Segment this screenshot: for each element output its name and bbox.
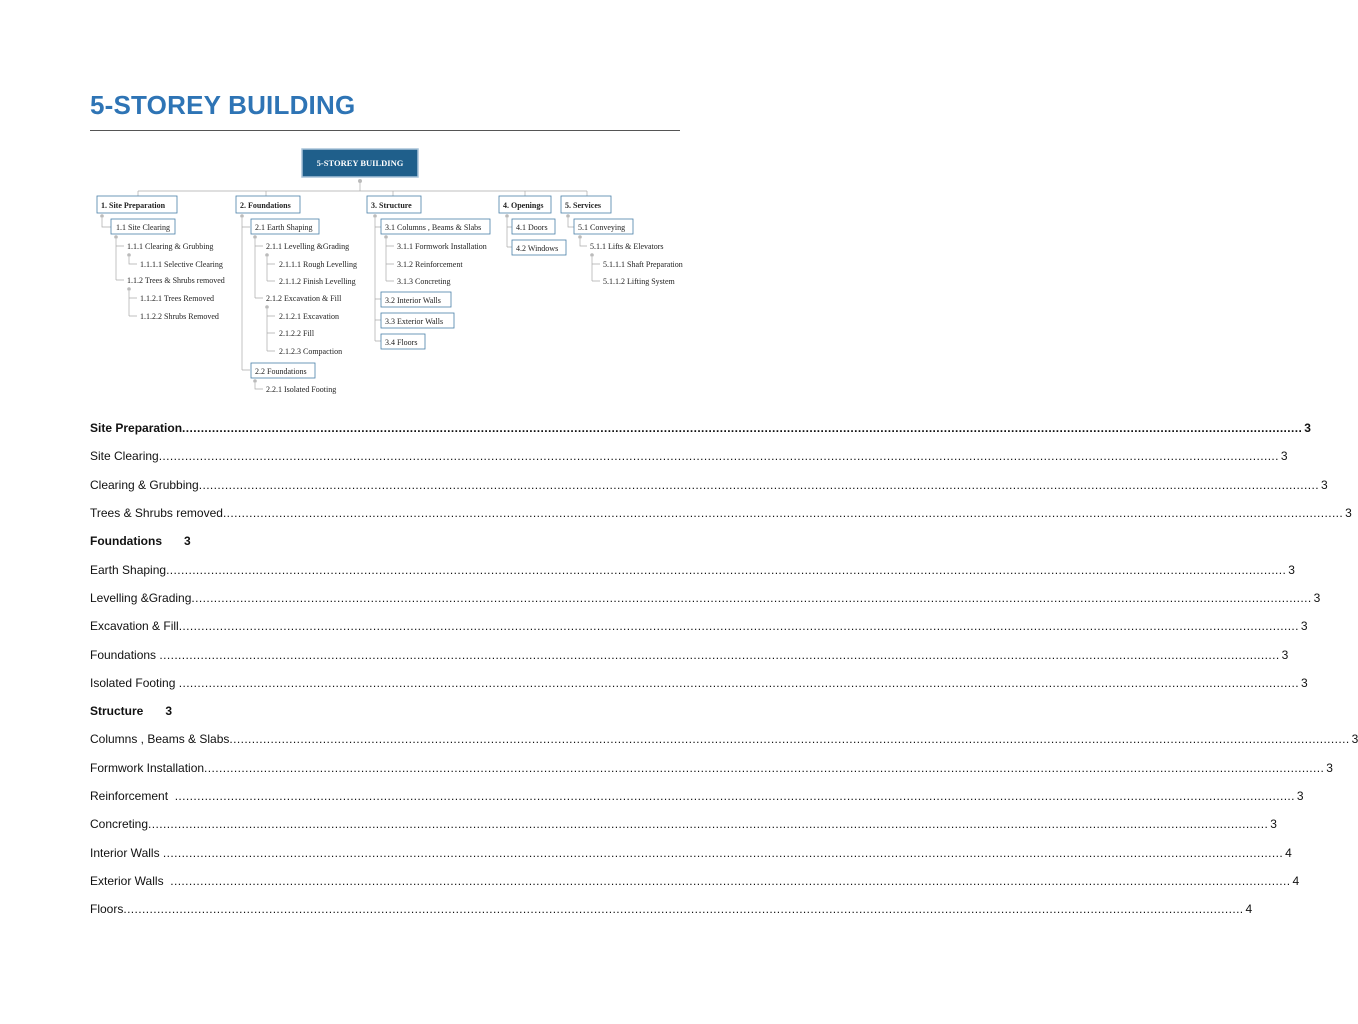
wbs-connector: [507, 218, 512, 247]
toc-entry-label: Trees & Shrubs removed: [90, 506, 223, 521]
wbs-connector-dot: [505, 214, 509, 218]
wbs-connector: [267, 257, 275, 281]
wbs-connector: [102, 218, 111, 227]
wbs-connector: [138, 183, 587, 196]
toc-entry[interactable]: [90, 471, 1328, 499]
wbs-compaction: 2.1.2.3 Compaction: [279, 347, 343, 356]
toc-entry[interactable]: [90, 584, 1321, 612]
wbs-trees-removed: 1.1.2.1 Trees Removed: [140, 294, 214, 303]
toc-page-number: 3: [1296, 789, 1304, 803]
wbs-excavation: 2.1.2.1 Excavation: [279, 312, 339, 321]
wbs-selective-clearing: 1.1.1.1 Selective Clearing: [140, 260, 223, 269]
wbs-foundations-22: 2.2 Foundations: [255, 367, 307, 376]
toc-dot-leader: ............................................................................................................................................................................................................................................................................................................: [162, 845, 1284, 860]
wbs-connector-dot: [384, 235, 388, 239]
wbs-label-structure: 3. Structure: [371, 201, 412, 210]
table-of-contents: [90, 414, 1358, 923]
toc-page-number: 3: [1300, 619, 1308, 634]
wbs-concreting: 3.1.3 Concreting: [397, 277, 451, 286]
wbs-diagram: [0, 0, 768, 420]
toc-page-number: 3: [1270, 817, 1277, 832]
toc-dot-leader: ............................................................................................................................................................................................................................................................................................................: [123, 902, 1244, 917]
wbs-reinforcement: 3.1.2 Reinforcement: [397, 260, 463, 269]
toc-dot-leader: ............................................................................................................................................................................................................................................................................................................: [178, 619, 1299, 634]
toc-entry[interactable]: [90, 640, 1289, 668]
wbs-connector-dot: [590, 253, 594, 257]
wbs-clearing-grubbing: 1.1.1 Clearing & Grubbing: [127, 242, 214, 251]
toc-entry-label: Interior Walls: [90, 845, 163, 860]
toc-page-number: 3: [184, 534, 191, 549]
wbs-finish-levelling: 2.1.1.2 Finish Levelling: [279, 277, 356, 286]
toc-entry-label: Exterior Walls: [90, 873, 171, 888]
toc-page-number: 4: [1292, 873, 1300, 888]
wbs-connector-dot: [373, 214, 377, 218]
toc-dot-leader: ............................................................................................................................................................................................................................................................................................................: [191, 590, 1312, 605]
wbs-connector-dot: [240, 214, 244, 218]
toc-page-number: 3: [1304, 421, 1311, 436]
toc-entry[interactable]: [90, 782, 1304, 810]
wbs-connector-dot: [127, 287, 131, 291]
toc-page-number: 4: [1285, 845, 1292, 860]
toc-entry-label: Floors: [90, 902, 124, 917]
wbs-connector: [129, 257, 137, 264]
wbs-formwork: 3.1.1 Formwork Installation: [397, 242, 487, 251]
wbs-root-label: 5-STOREY BUILDING: [316, 158, 404, 168]
wbs-shrubs-removed: 1.1.2.2 Shrubs Removed: [140, 312, 219, 321]
wbs-connector-dot: [253, 235, 257, 239]
wbs-doors: 4.1 Doors: [516, 223, 548, 232]
wbs-site-clearing: 1.1 Site Clearing: [116, 223, 170, 232]
wbs-rough-levelling: 2.1.1.1 Rough Levelling: [279, 260, 357, 269]
toc-dot-leader: ............................................................................................................................................................................................................................................................................................................: [170, 873, 1291, 888]
wbs-connector-dot: [100, 214, 104, 218]
wbs-connector-dot: [265, 253, 269, 257]
toc-entry-label: Isolated Footing: [90, 675, 179, 690]
toc-page-number: 3: [1351, 732, 1358, 747]
toc-entry[interactable]: [90, 414, 1311, 442]
toc-entry[interactable]: [90, 442, 1288, 470]
wbs-connector-dot: [253, 379, 257, 383]
toc-page-number: 3: [1326, 760, 1333, 775]
toc-dot-leader: ............................................................................................................................................................................................................................................................................................................: [159, 647, 1280, 662]
wbs-windows: 4.2 Windows: [516, 244, 559, 253]
toc-entry[interactable]: [90, 527, 680, 555]
wbs-label-foundations: 2. Foundations: [240, 201, 291, 210]
toc-entry-label: Earth Shaping: [90, 562, 167, 577]
wbs-connector: [129, 291, 137, 316]
toc-dot-leader: ............................................................................................................................................................................................................................................................................................................: [158, 449, 1279, 464]
wbs-connector-dot: [127, 253, 131, 257]
toc-entry-label: Foundations: [90, 647, 160, 662]
wbs-earth-shaping: 2.1 Earth Shaping: [255, 223, 313, 232]
toc-page-number: 3: [1320, 477, 1328, 492]
toc-page-number: 4: [1245, 902, 1253, 917]
toc-entry[interactable]: [90, 867, 1300, 895]
toc-entry[interactable]: [90, 697, 680, 725]
toc-dot-leader: ............................................................................................................................................................................................................................................................................................................: [148, 817, 1269, 832]
wbs-connector: [580, 239, 587, 246]
toc-entry-label: Site Clearing: [90, 449, 159, 464]
toc-entry-label: Clearing & Grubbing: [90, 477, 199, 492]
wbs-conveying: 5.1 Conveying: [578, 223, 626, 232]
toc-entry-label: Columns , Beams & Slabs: [90, 732, 230, 747]
wbs-interior-walls: 3.2 Interior Walls: [385, 296, 441, 305]
toc-entry[interactable]: [90, 725, 1358, 753]
wbs-connector: [592, 257, 600, 281]
wbs-levelling-grading: 2.1.1 Levelling &Grading: [266, 242, 350, 251]
toc-dot-leader: ............................................................................................................................................................................................................................................................................................................: [166, 562, 1287, 577]
wbs-lifting: 5.1.1.2 Lifting System: [603, 277, 675, 286]
toc-dot-leader: ............................................................................................................................................................................................................................................................................................................: [204, 760, 1325, 775]
toc-entry[interactable]: [90, 895, 1253, 923]
wbs-connector-dot: [578, 235, 582, 239]
wbs-connector: [267, 309, 275, 351]
toc-page-number: 3: [1280, 449, 1288, 464]
toc-entry-label: Foundations: [90, 534, 162, 549]
wbs-floors: 3.4 Floors: [385, 338, 418, 347]
wbs-connector: [255, 383, 263, 389]
toc-page-number: 3: [1288, 562, 1295, 577]
toc-dot-leader: ............................................................................................................................................................................................................................................................................................................: [198, 477, 1319, 492]
toc-entry-label: Excavation & Fill: [90, 619, 179, 634]
toc-entry-label: Concreting: [90, 817, 149, 832]
toc-page-number: 3: [1313, 590, 1321, 605]
wbs-exterior-walls: 3.3 Exterior Walls: [385, 317, 444, 326]
wbs-trees-shrubs: 1.1.2 Trees & Shrubs removed: [127, 276, 225, 285]
wbs-connector: [242, 218, 250, 370]
toc-dot-leader: ............................................................................................................................................................................................................................................................................................................: [182, 421, 1303, 436]
toc-entry-label: Structure: [90, 704, 144, 719]
toc-entry[interactable]: [90, 499, 1352, 527]
wbs-fill: 2.1.2.2 Fill: [279, 329, 315, 338]
wbs-connector: [568, 218, 574, 227]
toc-entry[interactable]: [90, 838, 1292, 866]
wbs-connector-dot: [265, 305, 269, 309]
toc-entry-label: Formwork Installation: [90, 760, 205, 775]
toc-entry[interactable]: [90, 669, 1308, 697]
toc-entry-label: Reinforcement: [90, 789, 175, 803]
toc-page-number: 3: [165, 704, 173, 719]
toc-page-number: 3: [1281, 647, 1289, 662]
toc-entry[interactable]: [90, 810, 1277, 838]
toc-entry[interactable]: [90, 754, 1333, 782]
wbs-connector: [375, 218, 381, 341]
wbs-connector-dot: [566, 214, 570, 218]
wbs-connector-dot: [358, 179, 362, 183]
toc-dot-leader: ............................................................................................................................................................................................................................................................................................................: [174, 789, 1295, 803]
toc-entry-label: Levelling &Grading: [90, 590, 192, 605]
wbs-label-openings: 4. Openings: [503, 201, 544, 210]
wbs-lifts: 5.1.1 Lifts & Elevators: [590, 242, 664, 251]
wbs-connector: [255, 239, 263, 298]
toc-page-number: 3: [1300, 675, 1308, 690]
wbs-label-services: 5. Services: [565, 201, 601, 210]
wbs-shaft: 5.1.1.1 Shaft Preparation: [603, 260, 683, 269]
toc-entry-label: Site Preparation: [90, 421, 183, 436]
wbs-connector: [386, 239, 394, 281]
toc-dot-leader: ............................................................................................................................................................................................................................................................................................................: [222, 506, 1344, 521]
page-title: 5-STOREY BUILDING: [90, 90, 356, 120]
toc-dot-leader: ............................................................................................................................................................................................................................................................................................................: [229, 732, 1350, 747]
wbs-columns: 3.1 Columns , Beams & Slabs: [385, 223, 482, 232]
wbs-label-site-preparation: 1. Site Preparation: [101, 201, 166, 210]
toc-dot-leader: ............................................................................................................................................................................................................................................................................................................: [178, 675, 1299, 690]
toc-page-number: 3: [1345, 506, 1352, 521]
wbs-isolated-footing: 2.2.1 Isolated Footing: [266, 385, 337, 394]
wbs-connector: [116, 239, 124, 280]
toc-entry[interactable]: [90, 612, 1308, 640]
wbs-excavation-fill: 2.1.2 Excavation & Fill: [266, 294, 342, 303]
wbs-connector-dot: [114, 235, 118, 239]
toc-entry[interactable]: [90, 555, 1295, 583]
